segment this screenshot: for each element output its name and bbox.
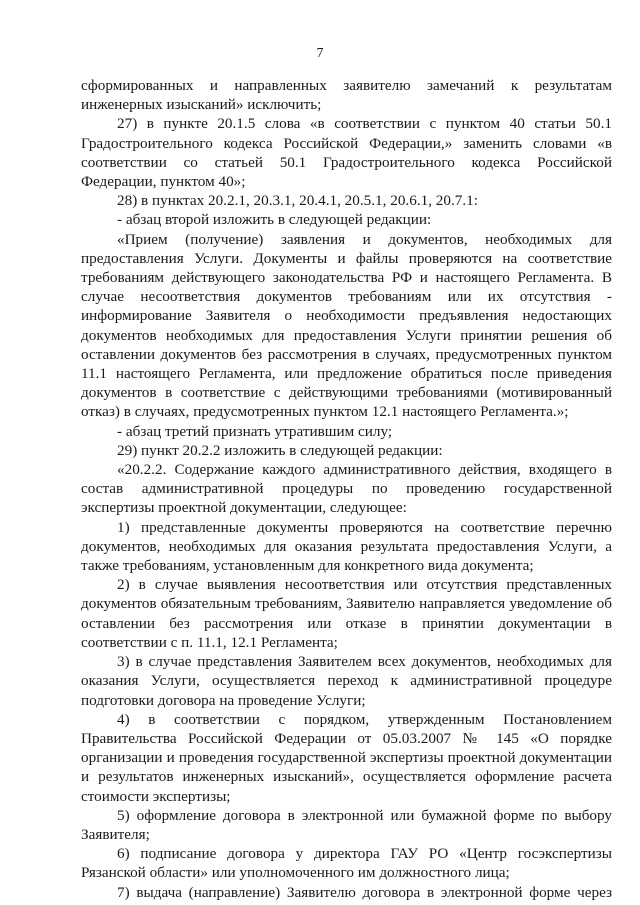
paragraph-item-28: 28) в пунктах 20.2.1, 20.3.1, 20.4.1, 20.5.1, 20.6.1, 20.7.1: xyxy=(117,192,478,210)
list-item-1: 1) представленные документы проверяются на соответствие перечню документов, необходимых для оказания результата предоставления Услуги, а также требованиям, установленным для конкретного вида документа; xyxy=(81,518,612,575)
paragraph-item-29: 29) пункт 20.2.2 изложить в следующей редакции: xyxy=(117,441,443,459)
list-item-5: 5) оформление договора в электронной или бумажной форме по выбору Заявителя; xyxy=(81,806,612,843)
list-item-3: 3) в случае представления Заявителем всех документов, необходимых для оказания Услуги, осуществляется переход к административной процедуре подготовки договора на проведение Услуги; xyxy=(81,653,612,709)
paragraph-continuation: сформированных и направленных заявителю замечаний к результатам инженерных изысканий» исключить; xyxy=(81,77,612,114)
document-body xyxy=(81,76,612,902)
list-item-7: 7) выдача (направление) Заявителю договора в электронной форме через xyxy=(117,883,612,901)
list-item-4: 4) в соответствии с порядком, утвержденным Постановлением Правительства Российской Федерации от 05.03.2007 № 145 «О порядке организации и проведения государственной экспертизы проектной документации и результатов инженерных изысканий», осуществляется оформление расчета стоимости экспертизы; xyxy=(81,710,612,805)
paragraph-subitem-second-abzac: - абзац второй изложить в следующей редакции: xyxy=(117,211,432,229)
page-number: 7 xyxy=(316,46,324,61)
list-item-2: 2) в случае выявления несоответствия или отсутствия представленных документов обязательным требованиям, Заявителю направляется уведомление об оставлении без рассмотрения или отказе в принятии документации в соответствии с п. 11.1, 12.1 Регламента; xyxy=(81,576,612,651)
paragraph-quoted-reception: «Прием (получение) заявления и документов, необходимых для предоставления Услуги. Документы и файлы проверяются на соответствие требованиям действующего законодательства РФ и настоящего Регламента. В случае несоответствия документов требованиям или их отсутствия - информирование Заявителя о необходимости предъявления недостающих документов необходимых для предоставления Услуги принятии решения об оставлении документов без рассмотрения в случаях, предусмотренных пунктом 11.1 настоящего Регламента, или предложение обратиться после приведения документов в соответствие с действующими требованиями (мотивированный отказ) в случаях, предусмотренных пунктом 12.1 настоящего Регламента.»; xyxy=(81,230,612,421)
list-item-6: 6) подписание договора у директора ГАУ РО «Центр госэкспертизы Рязанской области» или уполномоченного им должностного лица; xyxy=(81,845,612,882)
paragraph-20-2-2: «20.2.2. Содержание каждого административного действия, входящего в состав административной процедуры по проведению государственной экспертизы проектной документации, следующее: xyxy=(81,461,612,517)
paragraph-item-27: 27) в пункте 20.1.5 слова «в соответствии с пунктом 40 статьи 50.1 Градостроительного кодекса Российской Федерации,» заменить словами «в соответствии со статьей 50.1 Градостроительного кодекса Российской Федерации, пунктом 40»; xyxy=(81,115,612,191)
paragraph-subitem-third-abzac: - абзац третий признать утратившим силу; xyxy=(117,422,393,440)
